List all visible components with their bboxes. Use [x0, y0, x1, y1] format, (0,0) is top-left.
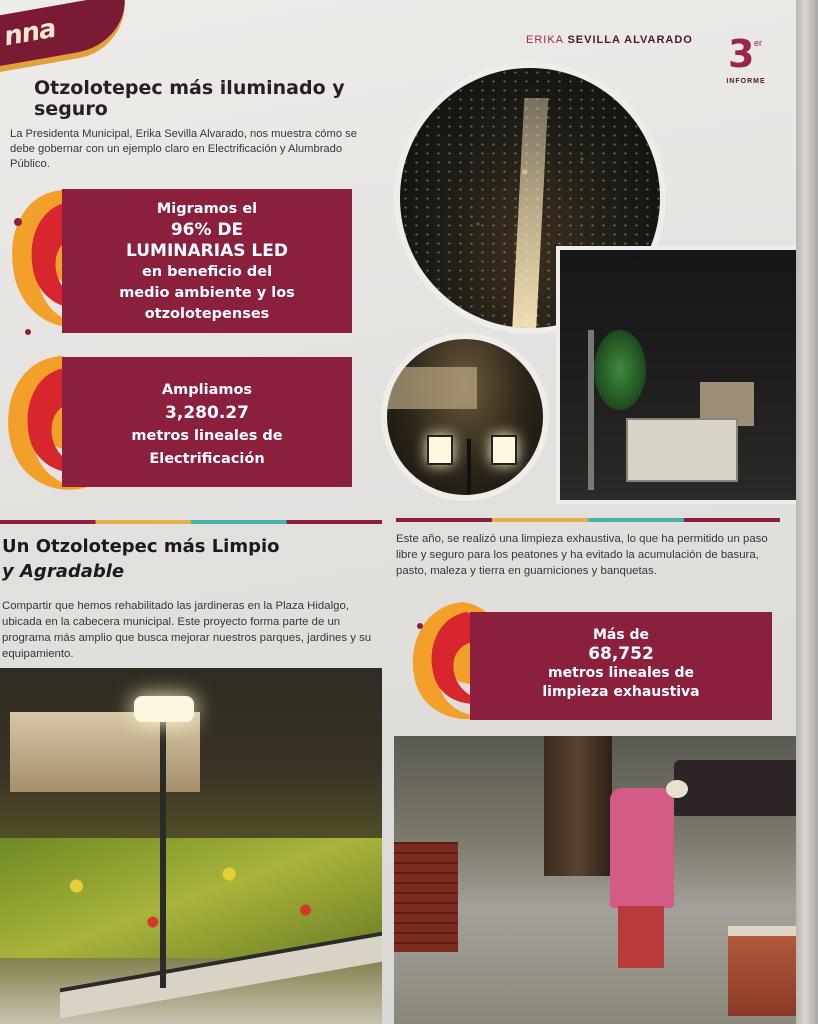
lamp-light [134, 696, 194, 722]
plaza-arcade [10, 712, 200, 792]
section2-title [2, 534, 382, 584]
stat1-value: 96% DE [170, 220, 244, 240]
author-name [526, 34, 693, 46]
stat2-line1: Ampliamos [161, 382, 253, 398]
crane-truck-photo [556, 246, 800, 504]
informe-label: INFORME [726, 78, 766, 85]
worker [610, 788, 674, 908]
author-first-name: ERIKA [526, 34, 564, 46]
tree-trunk [544, 736, 612, 876]
stat1-line4: en beneficio del [141, 264, 273, 280]
stat3-line3: metros lineales de [547, 665, 695, 681]
color-divider [396, 518, 780, 522]
brick-planter [728, 926, 800, 1016]
stat1-line1: Migramos el [156, 201, 258, 217]
stat1-line5: medio ambiente y los [119, 285, 295, 301]
plaza-building [387, 367, 477, 409]
brand-fragment: nna [1, 13, 58, 53]
section2-body: Compartir que hemos rehabilitado las jardineras en la Plaza Hidalgo, ubicada en la cabecera municipal. Este proyecto forma parte de un programa más amplio que busca mejorar nuestros parques, jardines y su equipamiento. [2, 600, 372, 660]
lamp-globe [427, 435, 453, 465]
garden-photo [0, 668, 382, 1024]
informe-logo [722, 32, 770, 94]
stat2-value: 3,280.27 [165, 403, 249, 423]
stat-electrificacion [62, 357, 352, 487]
informe-sup: er [754, 38, 763, 48]
color-divider [0, 520, 382, 524]
flower-bed [0, 838, 382, 958]
plaza-lamps-photo [381, 333, 549, 501]
stat3-line4: limpieza exhaustiva [542, 684, 700, 700]
stat1-line6: otzolotepenses [144, 306, 270, 322]
tree [594, 330, 646, 410]
lamp-pole [467, 439, 471, 501]
lamp-globe [491, 435, 517, 465]
stat-luminarias [62, 189, 352, 333]
author-last-name: SEVILLA ALVARADO [567, 34, 693, 46]
stat2-line4: Electrificación [149, 451, 265, 467]
truck-bed [626, 418, 738, 482]
stat3-line1: Más de [592, 627, 650, 643]
stat3-value: 68,752 [588, 644, 654, 664]
lamp-post [160, 708, 166, 988]
worker-legs [618, 906, 664, 968]
section2-title-line1: Un Otzolotepec más Limpio [2, 536, 280, 557]
street-sweeper-photo [394, 736, 800, 1024]
informe-number: 3 [728, 32, 755, 76]
section2-title-line2: y Agradable [2, 561, 125, 582]
page-edge [796, 0, 818, 1024]
pickup-truck [674, 760, 800, 816]
stat2-line3: metros lineales de [131, 428, 283, 444]
stat-limpieza [470, 612, 772, 720]
section1-title: Otzolotepec más iluminado y seguro [34, 77, 345, 120]
worker-hat [666, 780, 688, 798]
section2-body-right: Este año, se realizó una limpieza exhaustiva, lo que ha permitido un paso libre y seguro para los peatones y ha evitado la acumulación de basura, pasto, maleza y tierra en guarniciones y banquetas. [396, 533, 768, 577]
section1-intro: La Presidenta Municipal, Erika Sevilla Alvarado, nos muestra cómo se debe gobernar con un ejemplo claro en Electrificación y Alumbrado Público. [10, 128, 357, 170]
brick-pillar [394, 842, 458, 952]
stat1-line3: LUMINARIAS LED [126, 241, 288, 261]
